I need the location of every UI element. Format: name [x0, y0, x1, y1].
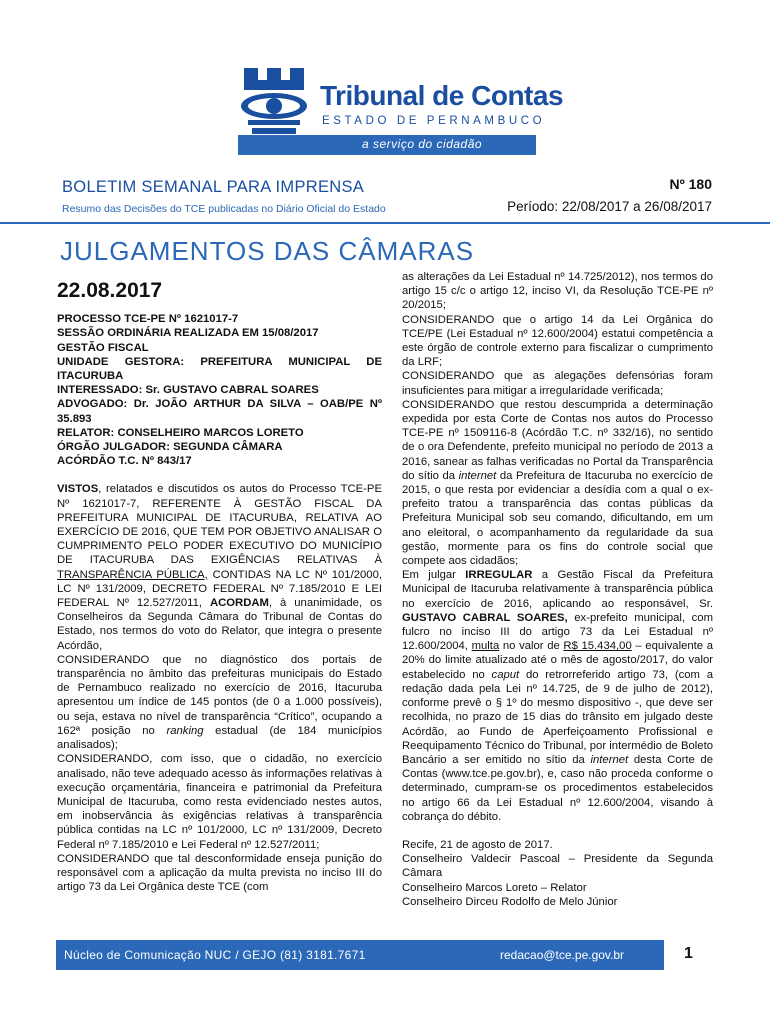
tce-tower-eye-logo-icon: [238, 66, 310, 136]
vistos-text-2: CONTIDAS NA LC Nº 101/2000, LC Nº 131/2009, DECRETO FEDERAL Nº 7.185/2010 E LEI FEDERAL Nº 12.527/2011,: [57, 568, 382, 610]
j-text-7: desta Corte de Contas (www.tce.pe.gov.br), e, caso não proceda conforme o determinado, cumpram-se os procedimentos estabelecidos no artigo 66 da Lei Estadual nº 12.600/2004, visando à cobrança do débito.: [402, 753, 713, 823]
managing-unit: UNIDADE GESTORA: PREFEITURA MUNICIPAL DE ITACURUBA: [57, 355, 382, 383]
org-subtitle: ESTADO DE PERNAMBUCO: [322, 115, 546, 127]
considerando-6: [402, 398, 713, 568]
process-type: GESTÃO FISCAL: [57, 341, 149, 354]
judgment-paragraph: [402, 568, 713, 824]
session-info: SESSÃO ORDINÁRIA REALIZADA EM 15/08/2017: [57, 327, 319, 340]
signature-2: Conselheiro Marcos Loreto – Relator: [402, 881, 587, 894]
j-irregular: IRREGULAR: [465, 569, 533, 582]
c1-text-2: estadual (de 184 municípios analisados);: [57, 724, 382, 752]
j-caput: caput: [491, 668, 520, 681]
rapporteur: RELATOR: CONSELHEIRO MARCOS LORETO: [57, 426, 304, 439]
j-text-2: a Gestão Fiscal da Prefeitura Municipal de Itacuruba relativamente à transparência pública no exercício de 2016, aplicando ao responsável, Sr.: [402, 569, 713, 610]
j-text-6: do retrorreferido artigo 73, (com a redação dada pela Lei nº 14.725, de 9 de julho de 2012), conforme prevê o § 1º do mesmo dispositivo -, que deve ser recolhida, no prazo de 15 dias do trânsito em julgado deste Acórdão, ao Fundo de Aperfeiçoamento Profissional e Reequipamento Técnico do Tribunal, por intermédio de Boleto Bancário a ser emitido no sítio da: [402, 668, 714, 766]
j-text-5: – equivalente a 20% do limite atualizado até o mês de agosto/2017, do valor estabelecido no: [402, 640, 714, 681]
judging-body: ÓRGÃO JULGADOR: SEGUNDA CÂMARA: [57, 441, 283, 454]
considerando-3-end: as alterações da Lei Estadual nº 14.725/2012), nos termos do artigo 15 c/c o artigo 12, inciso VI, da Resolução TCE-PE nº 20/2015;: [402, 271, 713, 312]
closing-date: Recife, 21 de agosto de 2017.: [402, 838, 553, 851]
j-name: GUSTAVO CABRAL SOARES,: [402, 611, 568, 624]
header-divider: [0, 222, 770, 224]
j-internet: internet: [590, 753, 629, 766]
session-date: 22.08.2017: [57, 279, 163, 302]
left-column: [57, 279, 382, 894]
lawyer: ADVOGADO: Dr. JOÃO ARTHUR DA SILVA – OAB/PE Nº 35.893: [57, 398, 382, 425]
considerando-5: CONSIDERANDO que as alegações defensórias foram insuficientes para mitigar a irregularidade verificada;: [402, 370, 713, 397]
j-text-3: ex-prefeito municipal, com fulcro no inciso III do artigo 73 da Lei Estadual nº 12.600/2004,: [402, 611, 713, 653]
page-number: 1: [684, 945, 693, 962]
j-text-4: no valor de: [499, 640, 564, 653]
interested-party: INTERESSADO: Sr. GUSTAVO CABRAL SOARES: [57, 384, 319, 397]
c6-text: CONSIDERANDO que restou descumprida a determinação expedida por esta Corte de Contas nos autos do Processo TCE-PE nº 1509116-8 (Acórdão T.C. nº 332/16), no sentido de o ora Defendente, prefeito municipal no período de 2013 a 2016, sanear as falhas verificadas no Portal da Transparência do sítio da: [402, 398, 713, 482]
signature-3: Conselheiro Dirceu Rodolfo de Melo Júnior: [402, 895, 618, 908]
signature-1: Conselheiro Valdecir Pascoal – Presidente da Segunda Câmara: [402, 853, 713, 880]
ruling-number: ACÓRDÃO T.C. Nº 843/17: [57, 455, 192, 468]
considerando-2: CONSIDERANDO, com isso, que o cidadão, no exercício analisado, não teve adequado acesso às informações relativas à execução orçamentária, financeira e patrimonial da Prefeitura Municipal de Itacuruba, como resta evidenciado nestes autos, em inobservância às exigências relativas à transparência pública contidas na LC nº 101/2000, LC nº 131/2009, Decreto Federal nº 7.185/2010 e Lei Federal nº 12.527/2011;: [57, 753, 382, 851]
c6-text-2: da Prefeitura de Itacuruba no exercício de 2015, o que resta por evidenciar a desídia com a qual o ex-prefeito tratou a transparência das contas públicas da Prefeitura Municipal sob seu comando, dificultando, em um ano eleitoral, o acompanhamento da regularidade da sua gestão, mormente para os fins do controle social que compete aos cidadãos;: [402, 469, 713, 568]
tagline: a serviço do cidadão: [362, 137, 483, 151]
considerando-4: CONSIDERANDO que o artigo 14 da Lei Orgânica do TCE/PE (Lei Estadual nº 12.600/2004) estatui competência a este órgão de controle externo para fiscalizar o cumprimento da LRF;: [402, 313, 713, 369]
vistos-bold: VISTOS: [57, 483, 99, 496]
bulletin-title: BOLETIM SEMANAL PARA IMPRENSA: [62, 178, 365, 196]
footer-contact: Núcleo de Comunicação NUC / GEJO (81) 3181.7671: [64, 948, 366, 962]
vistos-text: , relatados e discutidos os autos do Processo TCE-PE Nº 1621017-7, REFERENTE À GESTÃO FISCAL DA PREFEITURA MUNICIPAL DE ITACURUBA, RELATIVA AO EXERCÍCIO DE 2016, QUE TEM POR OBJETIVO ANALISAR O CUMPRIMENTO PELO PODER EXECUTIVO DO MUNICÍPIO DE ITACURUBA DAS EXIGÊNCIAS RELATIVAS À: [57, 483, 382, 567]
acordam-text: , à unanimidade, os Conselheiros da Segunda Câmara do Tribunal de Contas do Estado, nos termos do voto do Relator, que integra o presente Acórdão,: [57, 597, 382, 652]
c1-italic: ranking: [166, 724, 204, 737]
section-title: JULGAMENTOS DAS CÂMARAS: [60, 236, 475, 266]
j-text-1: Em julgar: [402, 569, 466, 582]
j-multa: multa: [471, 640, 500, 653]
right-column: [402, 270, 713, 909]
c1-text: CONSIDERANDO que no diagnóstico dos portais de transparência no âmbito das prefeituras municipais do Estado de Pernambuco realizado no exercício de 2016, Itacuruba apresentou um índice de 145 pontos (de 0 a 1.000 possíveis), ou seja, estava no nível de transparência “Crítico”, ocupando a 162ª posição no: [57, 653, 382, 737]
vistos-underline: TRANSPARÊNCIA PÚBLICA,: [57, 568, 208, 581]
bulletin-subtitle: Resumo das Decisões do TCE publicadas no Diário Oficial do Estado: [62, 203, 386, 215]
org-name: Tribunal de Contas: [320, 80, 564, 111]
considerando-3-start: CONSIDERANDO que tal desconformidade enseja punição do responsável com a aplicação da multa prevista no inciso III do artigo 73 da Lei Orgânica deste TCE (com: [57, 852, 382, 894]
footer-email[interactable]: redacao@tce.pe.gov.br: [500, 948, 625, 962]
acordam-bold: ACORDAM: [209, 597, 269, 610]
c6-italic: internet: [458, 469, 497, 482]
considerando-1: [57, 653, 382, 752]
j-valor: R$ 15.434,00: [563, 640, 632, 653]
issue-number: Nº 180: [669, 176, 712, 192]
process-number: PROCESSO TCE-PE Nº 1621017-7: [57, 313, 239, 326]
vistos-paragraph: [57, 482, 382, 652]
period: Período: 22/08/2017 a 26/08/2017: [507, 199, 712, 214]
